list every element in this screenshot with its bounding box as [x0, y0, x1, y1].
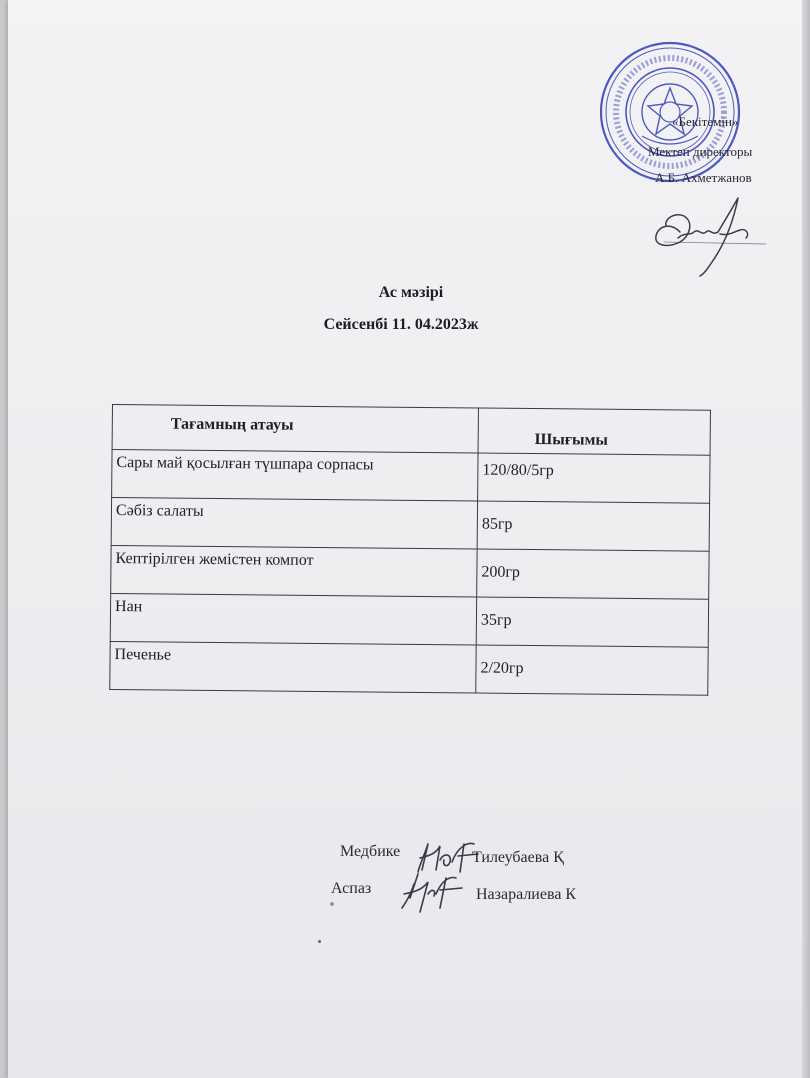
paper-speck: [330, 902, 334, 906]
table-header-row: [112, 405, 710, 456]
dish-output: 85гр: [481, 515, 513, 533]
dish-name: Кептірілген жемістен компот: [115, 550, 314, 569]
page-edge: [802, 0, 810, 1078]
dish-output-cell: [476, 597, 708, 647]
dish-output-cell: [477, 549, 709, 599]
header-output-label: Шығымы: [534, 431, 608, 449]
table-row: [110, 593, 708, 647]
page-title: Ас мәзірі: [378, 284, 444, 301]
dish-name-cell: [110, 641, 476, 693]
dish-name-cell: [112, 450, 478, 502]
menu-table: [109, 404, 711, 696]
cook-label: Аспаз: [331, 880, 372, 897]
medic-name: Тилеубаева Қ: [472, 849, 564, 866]
menu-table-wrapper: [109, 404, 712, 696]
cook-signature: [400, 868, 468, 920]
approval-heading: «Бекітемін»: [672, 114, 739, 129]
dish-output-cell: [478, 453, 710, 503]
dish-output-cell: [476, 645, 708, 695]
page-subtitle-date: Сейсенбі 11. 04.2023ж: [323, 316, 479, 333]
cook-name: Назаралиева К: [476, 886, 577, 903]
table-row: [111, 545, 709, 599]
dish-name: Сары май қосылған түшпара сорпасы: [116, 454, 374, 474]
approval-position: Мектеп директоры: [648, 144, 753, 159]
dish-name-cell: [110, 593, 476, 645]
approval-director-name: А.Б. Ахметжанов: [655, 170, 752, 185]
dish-name: Печенье: [114, 646, 172, 664]
dish-name-cell: [111, 498, 477, 550]
paper-speck: [318, 940, 321, 943]
dish-output-cell: [477, 501, 709, 551]
official-seal-stamp: [598, 40, 742, 184]
medic-label: Медбике: [340, 843, 401, 860]
dish-name-cell: [111, 545, 477, 597]
director-signature: [650, 192, 768, 280]
header-dish-name: [112, 405, 478, 454]
dish-output: 35гр: [480, 611, 512, 629]
dish-name: Нан: [114, 598, 143, 616]
table-row: [110, 641, 708, 695]
table-row: [112, 450, 710, 504]
header-dish-name-label: Тағамның атауы: [170, 415, 294, 434]
table-row: [111, 498, 709, 552]
dish-output: 120/80/5гр: [482, 461, 554, 480]
dish-output: 200гр: [481, 563, 521, 581]
dish-output: 2/20гр: [480, 659, 524, 677]
dish-name: Сәбіз салаты: [115, 502, 204, 520]
header-output: [478, 408, 710, 455]
